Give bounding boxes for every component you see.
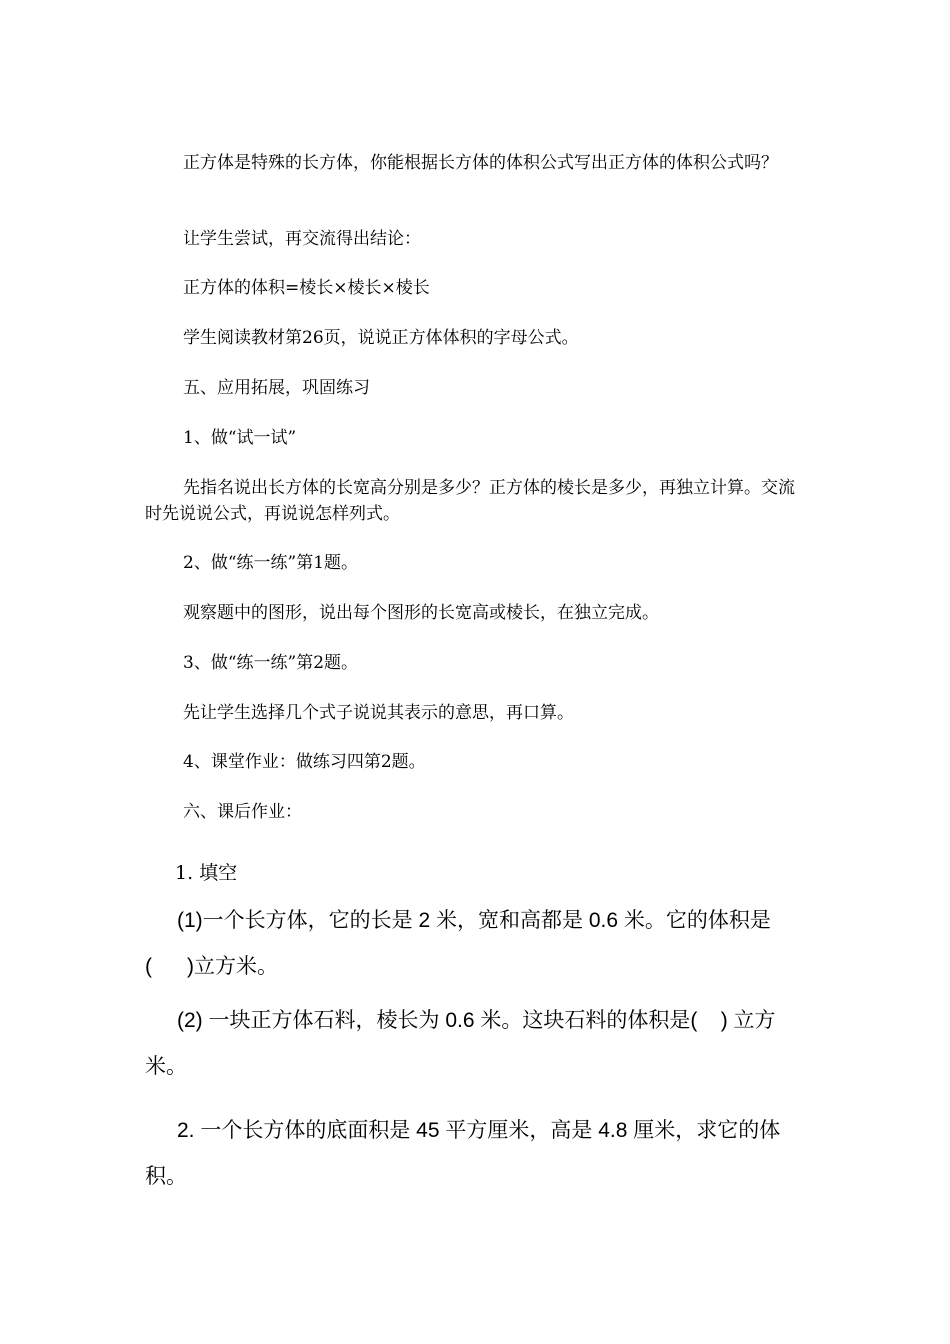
paragraph-item-4: 4、课堂作业：做练习四第2题。: [183, 752, 426, 772]
paragraph-item-1: 1、做“试一试”: [183, 428, 297, 448]
exercise-1-1: (1)一个长方体，它的长是 2 米，宽和高都是 0.6 米。它的体积是( )立方米。: [145, 909, 771, 978]
paragraph-student-try: 让学生尝试，再交流得出结论：: [183, 229, 421, 249]
paragraph-item-3: 3、做“练一练”第2题。: [183, 653, 359, 673]
exercise-2: 2. 一个长方体的底面积是 45 平方厘米，高是 4.8 厘米，求它的体积。: [145, 1119, 781, 1188]
exercise-1-2: (2) 一块正方体石料，棱长为 0.6 米。这块石料的体积是( ) 立方米。: [145, 1009, 776, 1078]
paragraph-cube-volume-formula: 正方体的体积=棱长×棱长×棱长: [183, 278, 430, 298]
paragraph-item-1-detail: 先指名说出长方体的长宽高分别是多少？正方体的棱长是多少，再独立计算。交流时先说说公式，再说说怎样列式。: [145, 478, 795, 524]
section-heading-application: 五、应用拓展，巩固练习: [183, 378, 370, 398]
paragraph-item-2-detail: 观察题中的图形，说出每个图形的长宽高或棱长，在独立完成。: [183, 603, 659, 623]
paragraph-cube-formula-question: 正方体是特殊的长方体，你能根据长方体的体积公式写出正方体的体积公式吗？: [183, 153, 778, 173]
paragraph-item-3-detail: 先让学生选择几个式子说说其表示的意思，再口算。: [183, 703, 574, 723]
section-heading-homework: 六、课后作业：: [183, 802, 302, 822]
exercise-heading: 1. 填空: [175, 862, 238, 884]
paragraph-item-2: 2、做“练一练”第1题。: [183, 553, 359, 573]
paragraph-read-textbook: 学生阅读教材第26页，说说正方体体积的字母公式。: [183, 328, 579, 348]
